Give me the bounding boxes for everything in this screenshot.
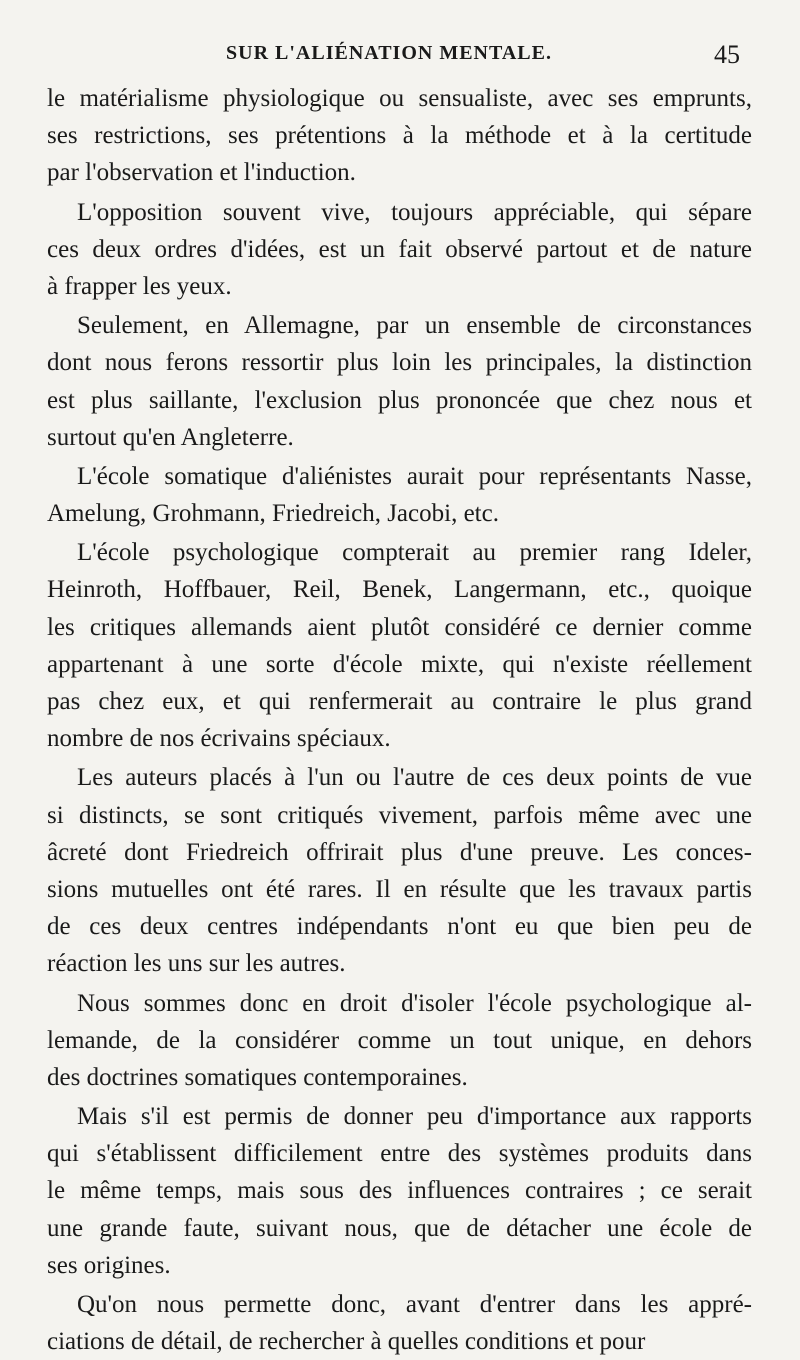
paragraph bbox=[47, 985, 752, 1097]
text-line: Nous sommes donc en droit d'isoler l'école psychologique al- bbox=[77, 989, 752, 1017]
text-line: ciations de détail, de rechercher à quelles conditions et pour bbox=[47, 1328, 646, 1356]
text-line: une grande faute, suivant nous, que de détacher une école de bbox=[47, 1214, 752, 1242]
paragraph bbox=[47, 534, 752, 757]
text-line: par l'observation et l'induction. bbox=[47, 159, 356, 187]
text-line: des doctrines somatiques contemporaines. bbox=[47, 1063, 468, 1091]
text-line: pas chez eux, et qui renfermerait au contraire le plus grand bbox=[47, 688, 752, 715]
text-line: nombre de nos écrivains spéciaux. bbox=[47, 725, 391, 753]
text-line: sions mutuelles ont été rares. Il en résulte que les travaux partis bbox=[47, 875, 752, 903]
text-line: L'école somatique d'aliénistes aurait pour représentants Nasse, bbox=[77, 462, 752, 490]
text-line: dont nous ferons ressortir plus loin les principales, la distinction bbox=[47, 349, 752, 377]
paragraph bbox=[47, 1286, 752, 1360]
paragraph bbox=[47, 307, 752, 456]
text-line: si distincts, se sont critiqués vivement, parfois même avec une bbox=[47, 801, 752, 829]
text-line: lemande, de la considérer comme un tout unique, en dehors bbox=[47, 1026, 752, 1054]
text-line: Amelung, Grohmann, Friedreich, Jacobi, etc. bbox=[47, 500, 499, 528]
page-header bbox=[226, 40, 740, 76]
text-line: âcreté dont Friedreich offrirait plus d'une preuve. Les conces- bbox=[47, 838, 752, 866]
body-text bbox=[47, 80, 752, 1360]
text-line: L'opposition souvent vive, toujours appréciable, qui sépare bbox=[77, 198, 752, 226]
text-line: ses origines. bbox=[47, 1251, 171, 1279]
paragraph bbox=[47, 194, 752, 306]
text-line: Mais s'il est permis de donner peu d'importance aux rapports bbox=[77, 1103, 752, 1131]
paragraph bbox=[47, 80, 752, 192]
paragraph bbox=[47, 458, 752, 532]
running-title: SUR L'ALIÉNATION MENTALE. bbox=[226, 42, 552, 64]
text-line: Les auteurs placés à l'un ou l'autre de ces deux points de vue bbox=[77, 764, 752, 792]
text-line: L'école psychologique compterait au premier rang Ideler, bbox=[77, 539, 752, 567]
page-number: 45 bbox=[714, 40, 740, 69]
text-line: Heinroth, Hoffbauer, Reil, Benek, Langermann, etc., quoique bbox=[47, 576, 752, 604]
text-line: ces deux ordres d'idées, est un fait observé partout et de nature bbox=[47, 235, 752, 263]
text-line: est plus saillante, l'exclusion plus prononcée que chez nous et bbox=[47, 386, 752, 414]
text-line: réaction les uns sur les autres. bbox=[47, 950, 346, 978]
text-line: qui s'établissent difficilement entre des systèmes produits dans bbox=[47, 1140, 752, 1168]
text-line: le matérialisme physiologique ou sensualiste, avec ses emprunts, bbox=[47, 85, 752, 112]
text-line: à frapper les yeux. bbox=[47, 272, 232, 300]
text-line: surtout qu'en Angleterre. bbox=[47, 423, 294, 451]
text-line: appartenant à une sorte d'école mixte, qui n'existe réellement bbox=[47, 650, 752, 678]
paragraph bbox=[47, 1098, 752, 1284]
text-line: Qu'on nous permette donc, avant d'entrer dans les appré- bbox=[77, 1291, 752, 1318]
paragraph bbox=[47, 759, 752, 982]
text-line: ses restrictions, ses prétentions à la méthode et à la certitude bbox=[47, 122, 752, 150]
text-line: le même temps, mais sous des influences contraires ; ce serait bbox=[47, 1177, 752, 1205]
text-line: Seulement, en Allemagne, par un ensemble de circonstances bbox=[77, 312, 752, 340]
text-line: les critiques allemands aient plutôt considéré ce dernier comme bbox=[47, 613, 752, 641]
text-line: de ces deux centres indépendants n'ont eu que bien peu de bbox=[47, 913, 752, 941]
